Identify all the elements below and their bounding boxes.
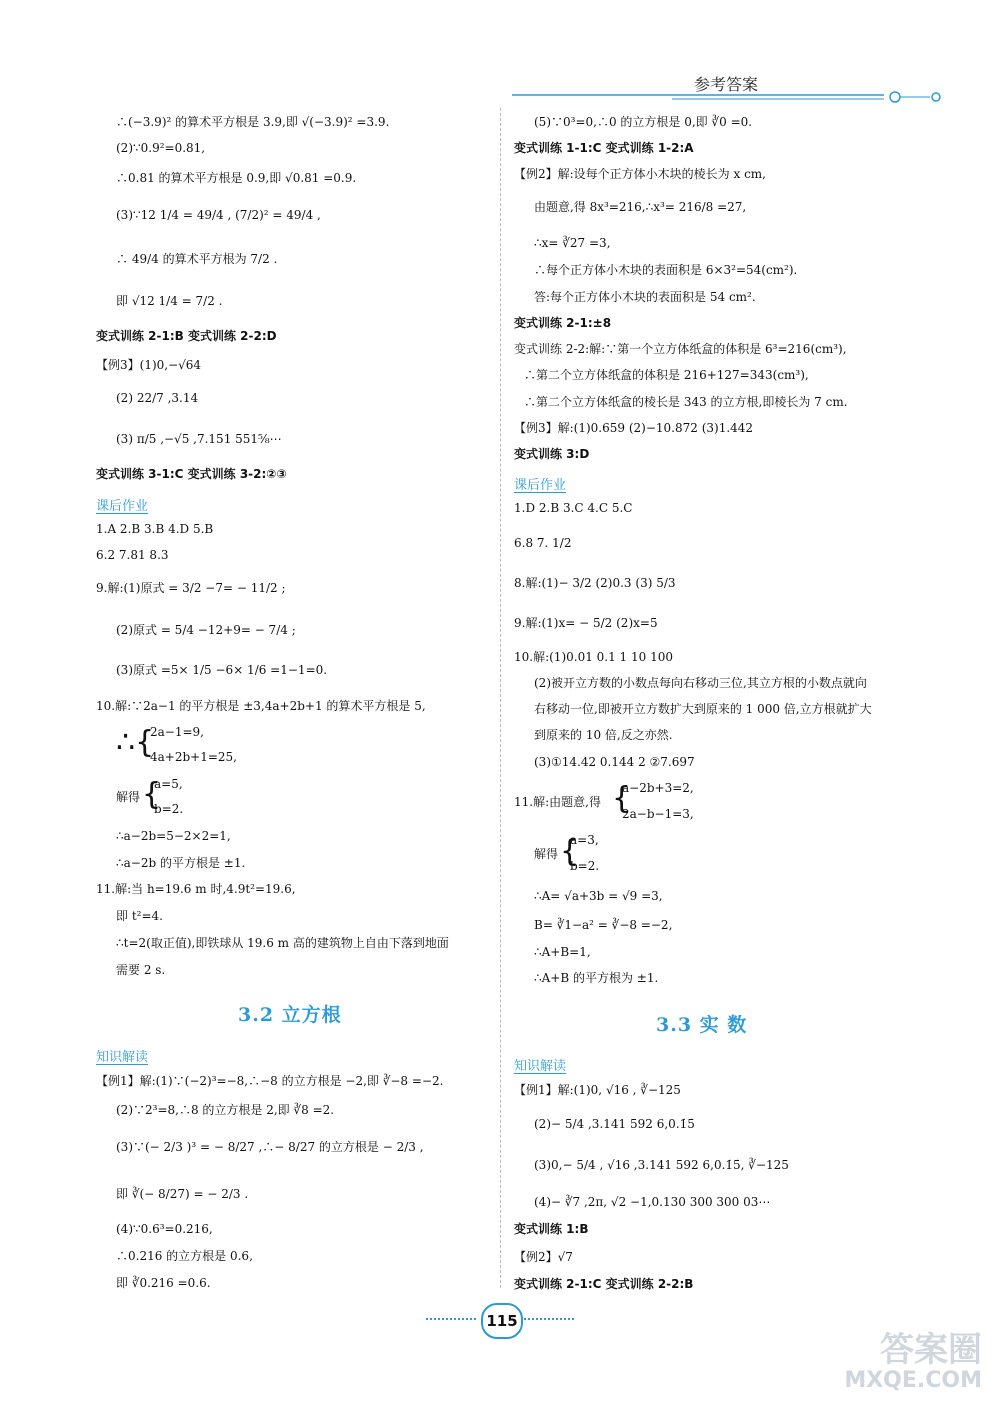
variant-training-line: 变式训练 2-1:±8 xyxy=(514,316,612,330)
header-rule-decoration xyxy=(512,88,952,104)
footer-dots-left xyxy=(426,1318,476,1320)
answer-line: (3)原式 =5× 1/5 −6× 1/6 =1−1=0. xyxy=(116,663,328,677)
answer-line: ∴A+B 的平方根为 ±1. xyxy=(534,971,659,985)
answer-line: 1.A 2.B 3.B 4.D 5.B xyxy=(96,522,214,536)
answer-line: (4)∵0.6³=0.216, xyxy=(116,1222,213,1236)
answer-line: 到原来的 10 倍,反之亦然. xyxy=(534,728,673,742)
answer-line: 答:每个正方体小木块的表面积是 54 cm². xyxy=(534,290,756,304)
answer-line: 11.解:由题意,得 xyxy=(514,795,601,809)
example-line: 【例3】解:(1)0.659 (2)−10.872 (3)1.442 xyxy=(514,421,754,435)
brace-symbol: { xyxy=(142,777,162,812)
answer-line: (3)∵(− 2/3 )³ = − 8/27 ,∴− 8/27 的立方根是 − 2/3 , xyxy=(116,1140,424,1154)
equation-line: a−2b+3=2, xyxy=(622,781,694,795)
answer-line: 即 ∛0.216 =0.6. xyxy=(116,1276,211,1290)
variant-training-line: 变式训练 3-1:C 变式训练 3-2:②③ xyxy=(96,467,287,481)
answer-line: ∴a−2b 的平方根是 ±1. xyxy=(116,856,246,870)
answer-line: (5)∵0³=0,∴0 的立方根是 0,即 ∛0 =0. xyxy=(534,115,753,129)
example-line: 【例2】解:设每个正方体小木块的棱长为 x cm, xyxy=(514,167,766,181)
answer-line: 6.8 7. 1/2 xyxy=(514,536,572,550)
answer-line: ∴A= √a+3b = √9 =3, xyxy=(534,889,663,903)
brace-symbol: ∴{ xyxy=(116,725,155,760)
answer-line: (2) 22/7 ,3.14 xyxy=(116,391,199,405)
answer-line: ∴第二个立方体纸盒的体积是 216+127=343(cm³), xyxy=(524,368,809,382)
variant-training-line: 变式训练 2-1:C 变式训练 2-2:B xyxy=(514,1277,694,1291)
answer-line: 10.解:(1)0.01 0.1 1 10 100 xyxy=(514,650,673,664)
equation-line: 2a−1=9, xyxy=(150,725,204,739)
answer-line: ∴A+B=1, xyxy=(534,945,591,959)
answer-line: (3)①14.42 0.144 2 ②7.697 xyxy=(534,755,695,769)
page-number: 115 xyxy=(481,1303,523,1339)
page-header-title: 参考答案 xyxy=(694,75,759,94)
answer-line: ∴(−3.9)² 的算术平方根是 3.9,即 √(−3.9)² =3.9. xyxy=(116,115,390,129)
answer-line: (3) π/5 ,−√5 ,7.151 551⅝⋯ xyxy=(116,432,282,446)
answer-line: (2)被开立方数的小数点每向右移动三位,其立方根的小数点就向 xyxy=(534,676,867,690)
variant-training-line: 变式训练 1:B xyxy=(514,1222,589,1236)
answer-line: ∴a−2b=5−2×2=1, xyxy=(116,829,231,843)
equation-line: a=3, xyxy=(570,833,599,847)
example-line: 【例3】(1)0,−√64 xyxy=(96,358,202,372)
answer-line: (3)∵12 1/4 = 49/4 , (7/2)² = 49/4 , xyxy=(116,208,321,222)
answer-line: (2)∵2³=8,∴8 的立方根是 2,即 ∛8 =2. xyxy=(116,1103,335,1117)
variant-training-line: 变式训练 1-1:C 变式训练 1-2:A xyxy=(514,141,694,155)
variant-training-line: 变式训练 2-2:解:∵第一个立方体纸盒的体积是 6³=216(cm³), xyxy=(514,342,847,356)
answer-line: 8.解:(1)− 3/2 (2)0.3 (3) 5/3 xyxy=(514,576,676,590)
answer-line: 由题意,得 8x³=216,∴x³= 216/8 =27, xyxy=(534,200,747,214)
answer-line: (3)0,− 5/4 , √16 ,3.141 592 6,0.1̇5̇, ∛−125 xyxy=(534,1158,789,1172)
answer-line: ∴x= ∛27 =3, xyxy=(534,236,611,250)
answer-line: 9.解:(1)x= − 5/2 (2)x=5 xyxy=(514,616,658,630)
answer-line: 6.2 7.81 8.3 xyxy=(96,548,169,562)
brace-symbol: { xyxy=(612,781,632,816)
footer-dots-right xyxy=(524,1318,574,1320)
answer-line: 9.解:(1)原式 = 3/2 −7= − 11/2 ; xyxy=(96,581,286,595)
example-line: 【例1】解:(1)0, √16 , ∛−125 xyxy=(514,1083,681,1097)
answer-line: 11.解:当 h=19.6 m 时,4.9t²=19.6, xyxy=(96,882,296,896)
answer-line: 即 ∛(− 8/27) = − 2/3 . xyxy=(116,1187,249,1201)
answer-line: 右移动一位,即被开立方数扩大到原来的 1 000 倍,立方根就扩大 xyxy=(534,702,872,716)
answer-line: (2)∵0.9²=0.81, xyxy=(116,141,206,155)
solve-label: 解得 xyxy=(534,847,559,861)
section-title-real-numbers: 3.3 实 数 xyxy=(656,1014,748,1036)
answer-line: ∴t=2(取正值),即铁球从 19.6 m 高的建筑物上自由下落到地面 xyxy=(116,936,449,950)
example-line: 【例1】解:(1)∵(−2)³=−8,∴−8 的立方根是 −2,即 ∛−8 =−2. xyxy=(96,1074,444,1088)
answer-line: (2)− 5/4 ,3.141 592 6,0.1̇5̇ xyxy=(534,1117,695,1131)
answer-line: B= ∛1−a² = ∛−8 =−2, xyxy=(534,918,673,932)
brace-symbol: { xyxy=(560,834,580,869)
watermark-logo xyxy=(844,1331,982,1393)
watermark-top: 答案圈 xyxy=(880,1330,982,1370)
section-label-homework: 课后作业 xyxy=(96,499,149,514)
answer-line: ∴每个正方体小木块的表面积是 6×3²=54(cm²). xyxy=(534,263,798,277)
variant-training-line: 变式训练 3:D xyxy=(514,447,590,461)
section-label-knowledge: 知识解读 xyxy=(514,1059,567,1074)
example-line: 【例2】√7 xyxy=(514,1250,573,1264)
solve-label: 解得 xyxy=(116,790,141,804)
answer-line: ∴0.81 的算术平方根是 0.9,即 √0.81 =0.9. xyxy=(116,171,357,185)
answer-line: ∴ 49/4 的算术平方根为 7/2 . xyxy=(116,252,278,266)
answer-line: (4)− ∛7 ,2π, √2 −1,0.130 300 300 03⋯ xyxy=(534,1195,771,1209)
column-divider xyxy=(500,108,501,1288)
answer-line: ∴第二个立方体纸盒的棱长是 343 的立方根,即棱长为 7 cm. xyxy=(524,395,848,409)
answer-line: 需要 2 s. xyxy=(116,963,166,977)
equation-line: a=5, xyxy=(154,777,183,791)
equation-line: 4a+2b+1=25, xyxy=(150,750,237,764)
section-label-homework: 课后作业 xyxy=(514,478,567,493)
section-label-knowledge: 知识解读 xyxy=(96,1050,149,1065)
answer-line: 即 √12 1/4 = 7/2 . xyxy=(116,294,223,308)
section-title-cube-root: 3.2 立方根 xyxy=(238,1004,342,1026)
answer-line: 即 t²=4. xyxy=(116,909,163,923)
variant-training-line: 变式训练 2-1:B 变式训练 2-2:D xyxy=(96,329,277,343)
answer-line: ∴0.216 的立方根是 0.6, xyxy=(116,1249,253,1263)
answer-line: 1.D 2.B 3.C 4.C 5.C xyxy=(514,501,633,515)
answer-line: 10.解:∵2a−1 的平方根是 ±3,4a+2b+1 的算术平方根是 5, xyxy=(96,699,426,713)
equation-line: b=2. xyxy=(154,802,184,816)
equation-line: 2a−b−1=3, xyxy=(622,807,694,821)
answer-line: (2)原式 = 5/4 −12+9= − 7/4 ; xyxy=(116,623,296,637)
watermark-bottom: MXQE.COM xyxy=(844,1368,982,1393)
equation-line: b=2. xyxy=(570,859,600,873)
